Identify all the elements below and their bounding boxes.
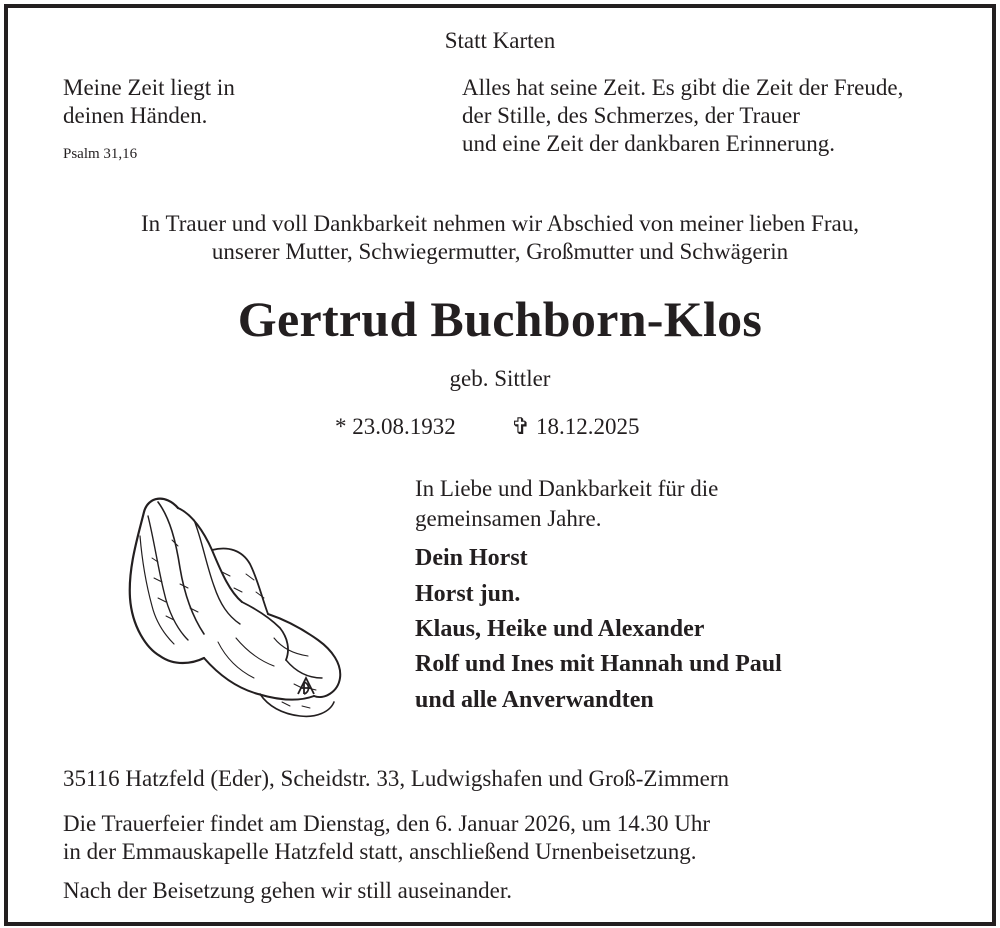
right-quote-line-1: Alles hat seine Zeit. Es gibt die Zeit der Freude, <box>462 75 904 100</box>
mourner-name: Dein Horst <box>415 545 528 571</box>
praying-hands-icon <box>118 488 354 726</box>
intro-line-2: unserer Mutter, Schwiegermutter, Großmutter und Schwägerin <box>211 239 789 264</box>
cross-icon: ✞ <box>511 414 531 439</box>
left-quote-line-1: Meine Zeit liegt in <box>63 75 235 100</box>
address-line: 35116 Hatzfeld (Eder), Scheidstr. 33, Ludwigshafen und Groß-Zimmern <box>63 766 729 791</box>
monogram-icon <box>298 678 314 694</box>
mourners-intro-line-1: In Liebe und Dankbarkeit für die <box>415 476 719 501</box>
death-line <box>511 413 640 441</box>
intro-line-1: In Trauer und voll Dankbarkeit nehmen wir Abschied von meiner lieben Frau, <box>141 211 859 236</box>
mourner-name: und alle Anverwandten <box>415 687 654 713</box>
closing-line: Nach der Beisetzung gehen wir still auseinander. <box>63 878 512 903</box>
maiden-name: geb. Sittler <box>449 366 551 391</box>
mourner-name: Klaus, Heike und Alexander <box>415 616 705 642</box>
ceremony-line-1: Die Trauerfeier findet am Dienstag, den 6. Januar 2026, um 14.30 Uhr <box>63 811 711 836</box>
mourner-name: Rolf und Ines mit Hannah und Paul <box>415 651 782 677</box>
mourners-intro-line-2: gemeinsamen Jahre. <box>415 506 602 531</box>
ceremony-line-2: in der Emmauskapelle Hatzfeld statt, anschließend Urnenbeisetzung. <box>63 839 697 864</box>
birth-date: * 23.08.1932 <box>335 414 456 439</box>
left-quote-line-2: deinen Händen. <box>63 103 208 128</box>
mourner-name: Horst jun. <box>415 581 521 607</box>
death-date: 18.12.2025 <box>536 414 640 439</box>
right-quote-line-3: und eine Zeit der dankbaren Erinnerung. <box>462 131 835 156</box>
psalm-reference: Psalm 31,16 <box>63 146 138 162</box>
right-quote-line-2: der Stille, des Schmerzes, der Trauer <box>462 103 800 128</box>
deceased-name: Gertrud Buchborn-Klos <box>237 291 763 347</box>
statt-karten-line: Statt Karten <box>444 28 556 53</box>
